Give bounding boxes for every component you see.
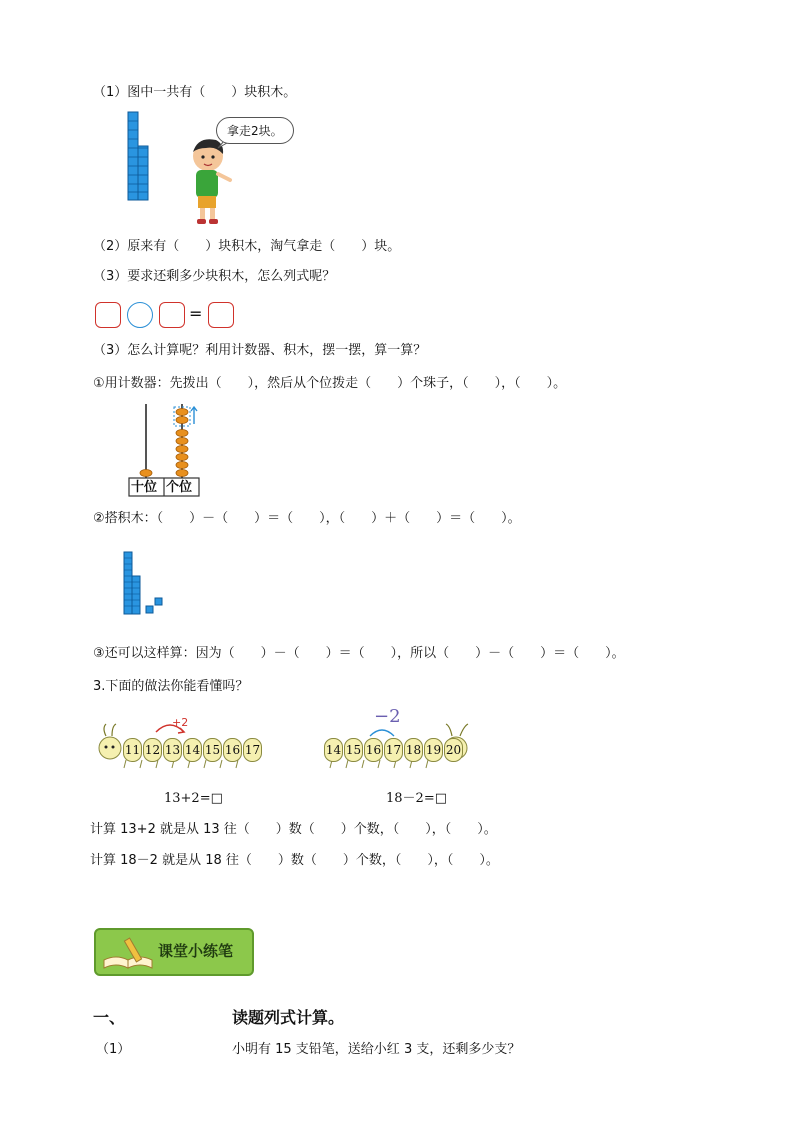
calc-minus-explain: 计算 18－2 就是从 18 往（ ）数（ ）个数，（ ），（ ）。	[90, 853, 499, 868]
ten-cube-tower	[128, 112, 148, 200]
caterpillar-segment: 14	[183, 738, 202, 762]
alternate-method: ③还可以这样算：因为（ ）－（ ）＝（ ），所以（ ）－（ ）＝（ ）。	[93, 646, 625, 661]
op-plus-label: +2	[172, 716, 189, 729]
blocks-instruction: ②搭积木：（ ）－（ ）＝（ ），（ ）＋（ ）＝（ ）。	[93, 511, 521, 526]
section-number: 一、	[93, 1008, 126, 1027]
caterpillar-segment: 11	[123, 738, 142, 762]
operator-circle[interactable]	[127, 302, 153, 328]
abacus-label-tens: 十位	[131, 480, 158, 495]
equals-sign: =	[189, 304, 203, 323]
caterpillar-segment: 15	[203, 738, 222, 762]
answer-box-3[interactable]	[208, 302, 234, 328]
caterpillar-segment: 16	[364, 738, 383, 762]
caterpillar-plus	[98, 714, 261, 774]
equation-plus: 13+2=□	[164, 791, 223, 806]
caterpillar-segment: 17	[243, 738, 262, 762]
question-3-formula: （3）要求还剩多少块积木，怎么列式呢？	[93, 269, 336, 284]
speech-bubble: 拿走2块。	[216, 117, 294, 144]
section-title: 读题列式计算。	[232, 1008, 345, 1027]
op-minus-label: −2	[374, 706, 401, 727]
question-2-original: （2）原来有（ ）块积木，淘气拿走（ ）块。	[93, 239, 401, 254]
problem-1-text: 小明有 15 支铅笔，送给小红 3 支，还剩多少支？	[232, 1042, 521, 1057]
question-3-heading: 3.下面的做法你能看懂吗？	[93, 679, 249, 694]
question-1-count: （1）图中一共有（ ）块积木。	[93, 85, 297, 100]
caterpillar-minus	[322, 706, 472, 772]
calc-plus-explain: 计算 13+2 就是从 13 往（ ）数（ ）个数，（ ），（ ）。	[90, 822, 497, 837]
equation-minus: 18－2=□	[386, 791, 447, 806]
caterpillar-segment: 19	[424, 738, 443, 762]
open-book-pencil-icon	[100, 934, 158, 970]
answer-box-1[interactable]	[95, 302, 121, 328]
boy-figure	[193, 139, 230, 224]
blocks-illustration	[118, 548, 168, 618]
caterpillar-segment: 14	[324, 738, 343, 762]
caterpillar-segment: 12	[143, 738, 162, 762]
caterpillar-segment: 17	[384, 738, 403, 762]
caterpillar-segment: 18	[404, 738, 423, 762]
answer-box-2[interactable]	[159, 302, 185, 328]
abacus-instruction: ①用计数器：先拨出（ ），然后从个位拨走（ ）个珠子，（ ），（ ）。	[93, 376, 567, 391]
practice-banner	[94, 928, 254, 976]
problem-1-number: （1）	[96, 1042, 131, 1057]
banner-title: 课堂小练笔	[158, 942, 234, 960]
caterpillar-segment: 13	[163, 738, 182, 762]
question-3-calculate: （3）怎么计算呢？利用计数器、积木，摆一摆，算一算？	[93, 343, 427, 358]
abacus-label-ones: 个位	[166, 480, 193, 495]
caterpillar-segment: 16	[223, 738, 242, 762]
caterpillar-segment: 20	[444, 738, 463, 762]
caterpillar-segment: 15	[344, 738, 363, 762]
